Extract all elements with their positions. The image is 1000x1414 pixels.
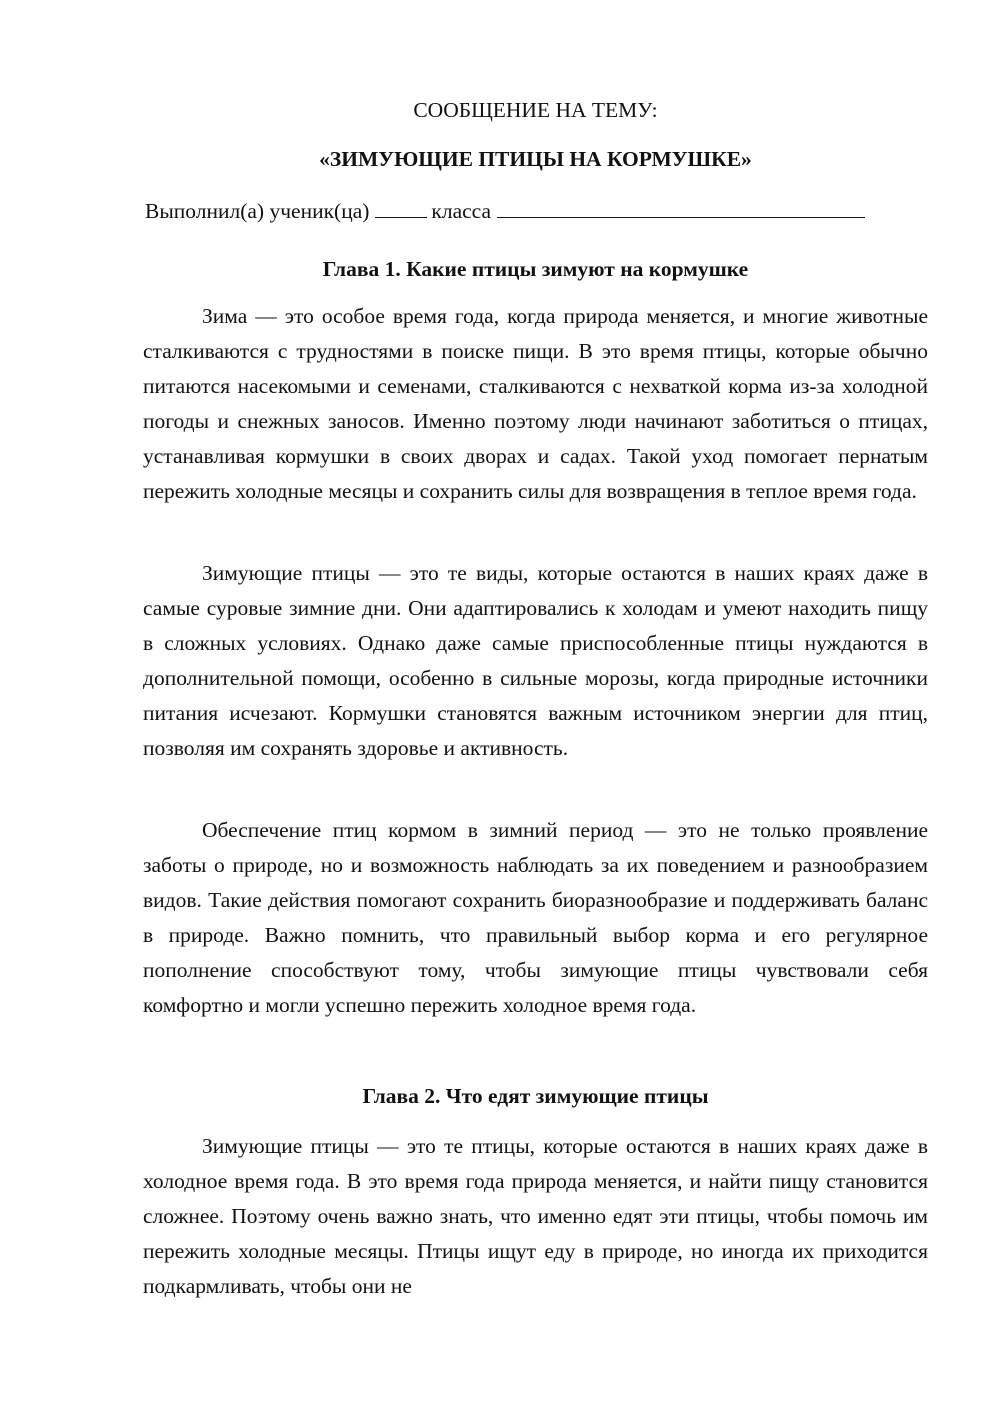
name-blank [497, 197, 865, 218]
class-label: класса [431, 199, 492, 223]
document-title: «ЗИМУЮЩИЕ ПТИЦЫ НА КОРМУШКЕ» [319, 147, 752, 171]
chapter-1-paragraph-1: Зима — это особое время года, когда природа меняется, и многие животные сталкиваются с трудностями в поиске пищи. В это время птицы, которые обычно питаются насекомыми и семенами, сталкиваются с нехваткой корма из-за холодной погоды и снежных заносов. Именно поэтому люди начинают заботиться о птицах, устанавливая кормушки в своих дворах и садах. Такой уход помогает пернатым пережить холодные месяцы и сохранить силы для возвращения в теплое время года. [143, 304, 928, 503]
document-heading-topic: СООБЩЕНИЕ НА ТЕМУ: [413, 98, 658, 122]
grade-blank [375, 197, 427, 218]
chapter-1-paragraph-3: Обеспечение птиц кормом в зимний период — это не только проявление заботы о природе, но и возможность наблюдать за их поведением и разнообразием видов. Такие действия помогают сохранить биоразнообразие и поддерживать баланс в природе. Важно помнить, что правильный выбор корма и его регулярное пополнение способствуют тому, чтобы зимующие птицы чувствовали себя комфортно и могли успешно пережить холодное время года. [143, 818, 928, 1017]
chapter-1-paragraph-2: Зимующие птицы — это те виды, которые остаются в наших краях даже в самые суровые зимние дни. Они адаптировались к холодам и умеют находить пищу в сложных условиях. Однако даже самые приспособленные птицы нуждаются в дополнительной помощи, особенно в сильные морозы, когда природные источники питания исчезают. Кормушки становятся важным источником энергии для птиц, позволяя им сохранять здоровье и активность. [143, 561, 928, 760]
chapter-2-paragraph-1: Зимующие птицы — это те птицы, которые остаются в наших краях даже в холодное время года. В это время года природа меняется, и найти пищу становится сложнее. Поэтому очень важно знать, что именно едят эти птицы, чтобы помочь им пережить холодные месяцы. Птицы ищут еду в природе, но иногда их приходится подкармливать, чтобы они не [143, 1134, 928, 1298]
chapter-2-title: Глава 2. Что едят зимующие птицы [362, 1084, 709, 1108]
performer-line [145, 197, 930, 225]
chapter-1-title: Глава 1. Какие птицы зимуют на кормушке [322, 257, 749, 281]
performer-label: Выполнил(а) ученик(ца) [145, 199, 370, 223]
